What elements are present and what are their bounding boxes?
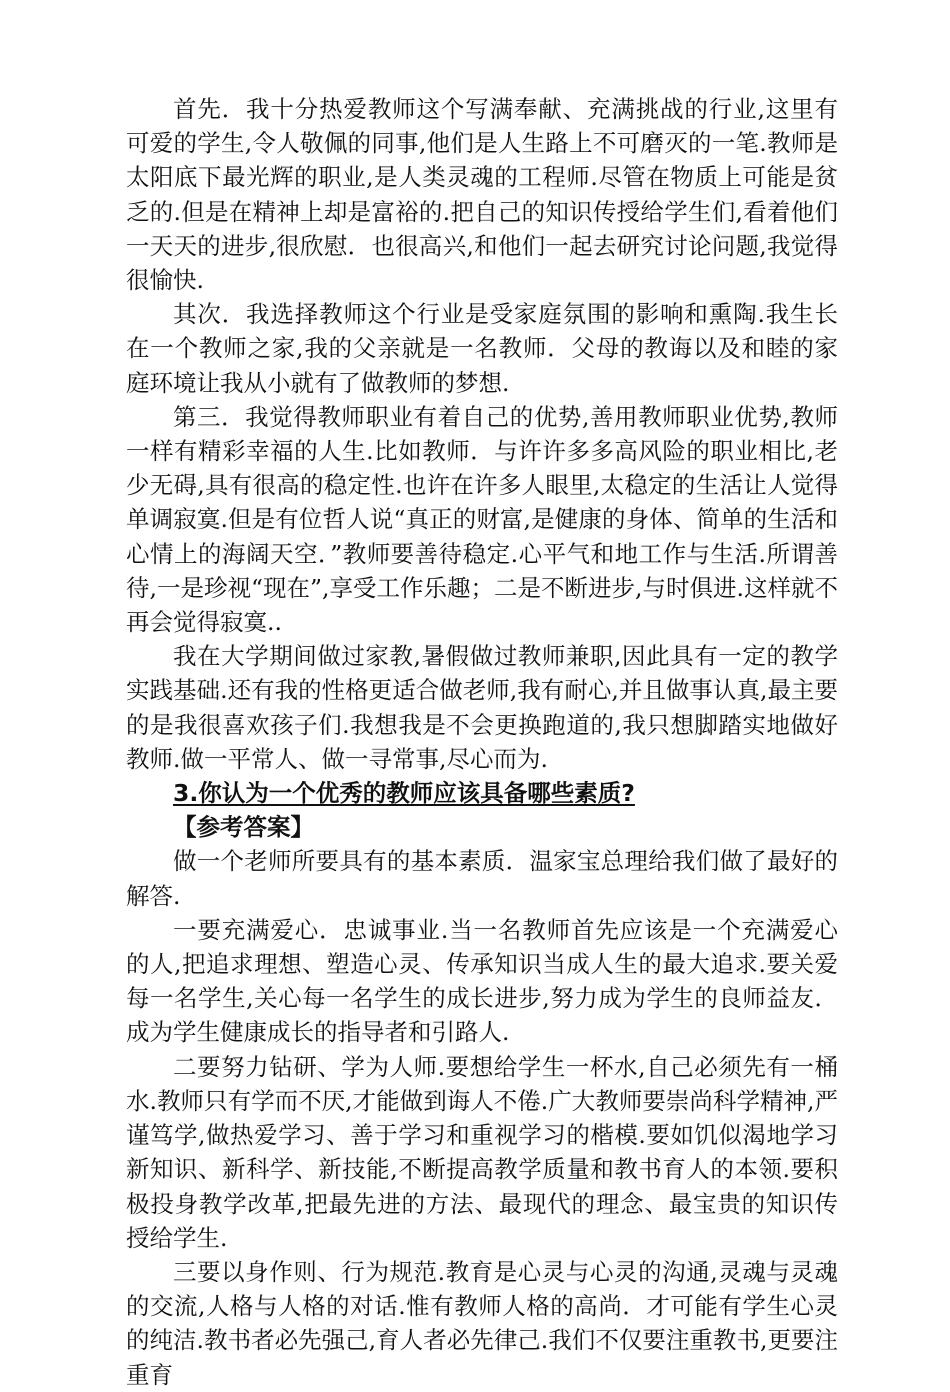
question-heading: 3.你认为一个优秀的教师应该具备哪些素质? xyxy=(173,779,635,808)
paragraph-first-reason: 首先．我十分热爱教师这个写满奉献、充满挑战的行业,这里有可爱的学生,令人敬佩的同事,他们是人生路上不可磨灭的一笔.教师是太阳底下最光辉的职业,是人类灵魂的工程师.尽管在物质上可能是贫乏的.但是在精神上却是富裕的.把自己的知识传授给学生们,看着他们一天天的进步,很欣慰．也很高兴,和他们一起去研究讨论问题,我觉得很愉快. xyxy=(126,95,838,295)
paragraph-third-reason: 第三．我觉得教师职业有着自己的优势,善用教师职业优势,教师一样有精彩幸福的人生.比如教师．与许许多多高风险的职业相比,老少无碍,具有很高的稳定性.也许在许多人眼里,太稳定的生活让人觉得单调寂寞.但是有位哲人说“真正的财富,是健康的身体、简单的生活和心情上的海阔天空．”教师要善待稳定.心平气和地工作与生活.所谓善待,一是珍视“现在”,享受工作乐趣；二是不断进步,与时俱进.这样就不再会觉得寂寞.. xyxy=(126,402,838,637)
paragraph-answer-study: 二要努力钻研、学为人师.要想给学生一杯水,自己必须先有一桶水.教师只有学而不厌,才能做到诲人不倦.广大教师要崇尚科学精神,严谨笃学,做热爱学习、善于学习和重视学习的楷模.要如饥似渴地学习新知识、新科学、新技能,不断提高教学质量和教书育人的本领.要积极投身教学改革,把最先进的方法、最现代的理念、最宝贵的知识传授给学生. xyxy=(126,1052,838,1252)
paragraph-answer-example: 三要以身作则、行为规范.教育是心灵与心灵的沟通,灵魂与灵魂的交流,人格与人格的对话.惟有教师人格的高尚．才可能有学生心灵的纯洁.教书者必先强己,育人者必先律己.我们不仅要注重教书,更要注重育 xyxy=(126,1257,838,1389)
document-page xyxy=(126,92,838,1392)
paragraph-experience: 我在大学期间做过家教,暑假做过教师兼职,因此具有一定的教学实践基础.还有我的性格更适合做老师,我有耐心,并且做事认真,最主要的是我很喜欢孩子们.我想我是不会更换跑道的,我只想脚踏实地做好教师.做一平常人、做一寻常事,尽心而为. xyxy=(126,642,838,773)
paragraph-answer-intro: 做一个老师所要具有的基本素质．温家宝总理给我们做了最好的解答. xyxy=(126,847,838,910)
paragraph-second-reason: 其次．我选择教师这个行业是受家庭氛围的影响和熏陶.我生长在一个教师之家,我的父亲就是一名教师．父母的教诲以及和睦的家庭环境让我从小就有了做教师的梦想. xyxy=(126,300,838,397)
answer-label: 【参考答案】 xyxy=(173,813,314,842)
paragraph-answer-love: 一要充满爱心．忠诚事业.当一名教师首先应该是一个充满爱心的人,把追求理想、塑造心灵、传承知识当成人生的最大追求.要关爱每一名学生,关心每一名学生的成长进步,努力成为学生的良师益友．成为学生健康成长的指导者和引路人. xyxy=(126,915,838,1047)
